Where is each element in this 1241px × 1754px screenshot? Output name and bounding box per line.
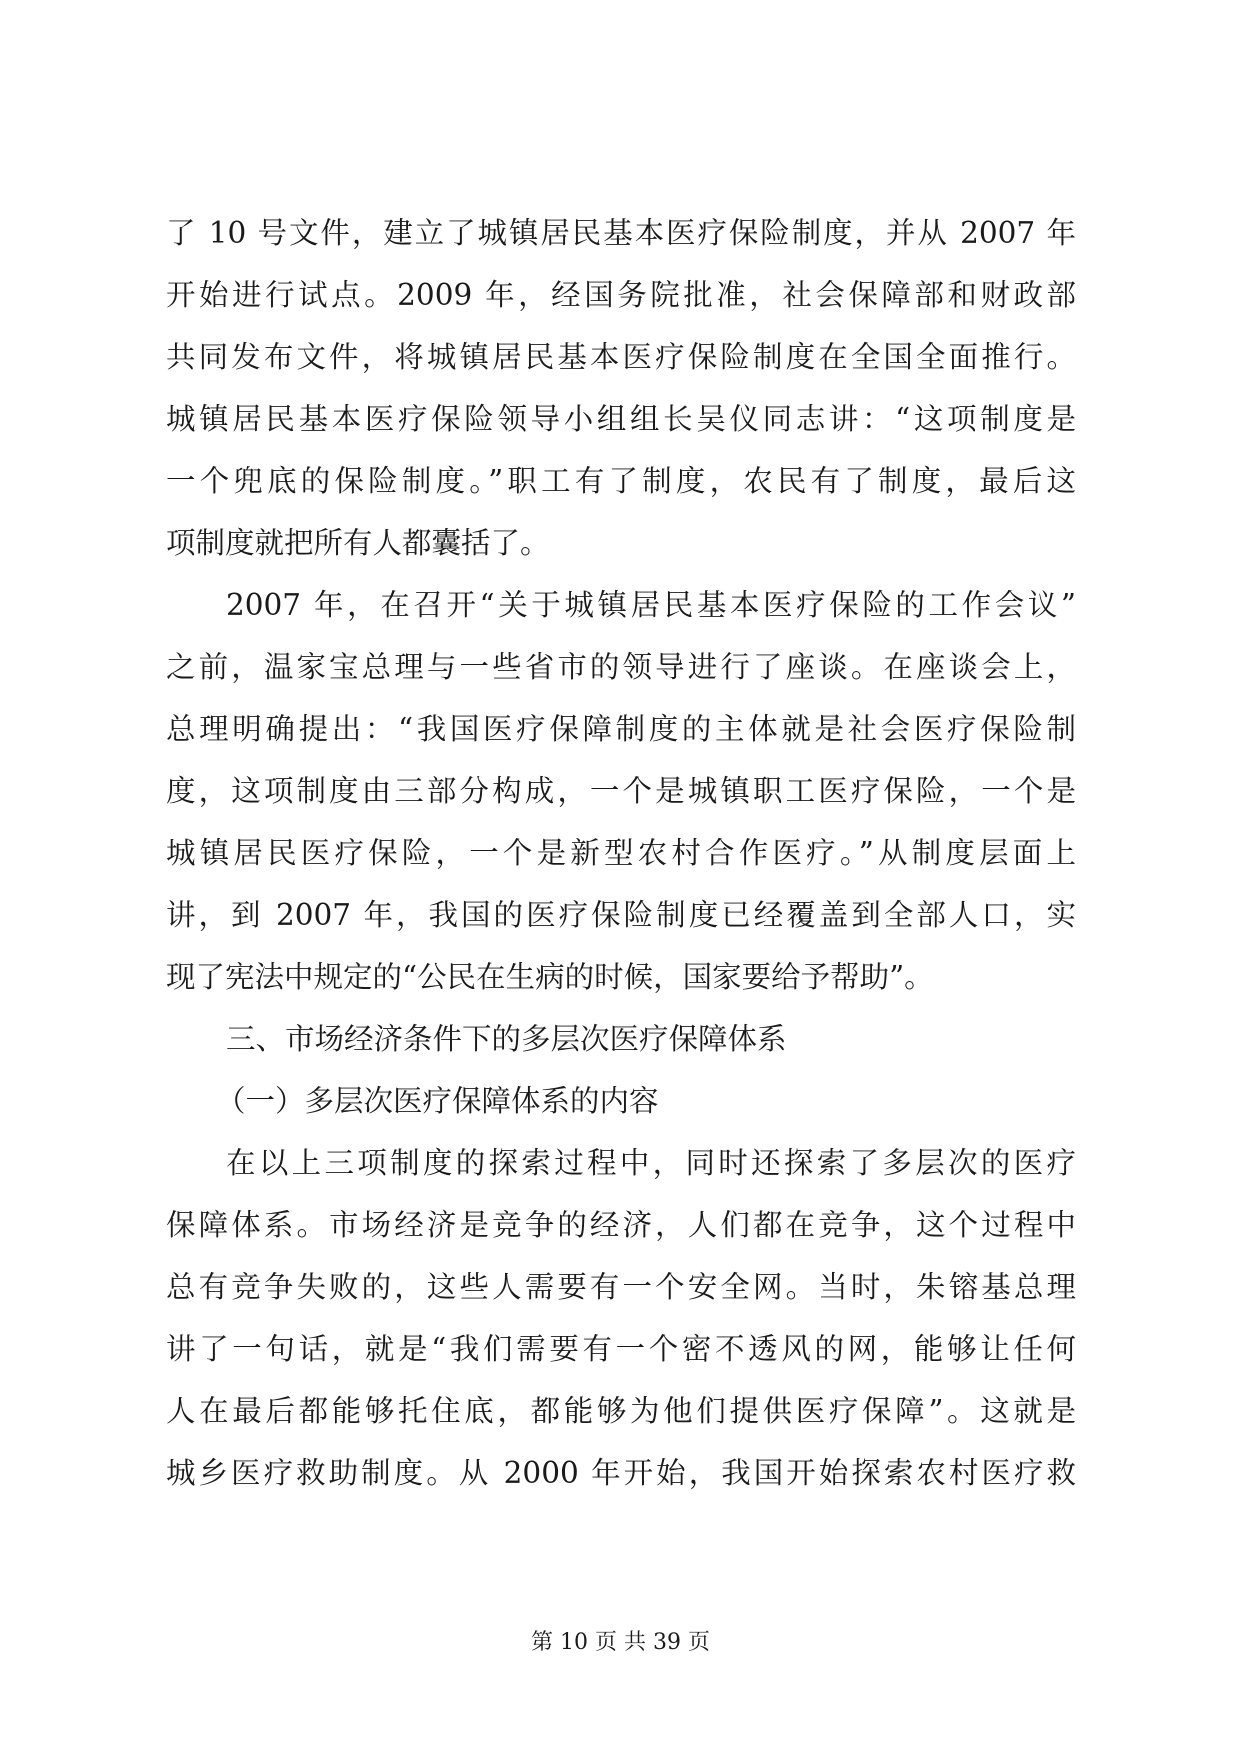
body-text-line: 人在最后都能够托住底，都能够为他们提供医疗保障”。这就是 — [166, 1394, 1076, 1428]
body-text-line: 开始进行试点。2009 年，经国务院批准，社会保障部和财政部 — [166, 278, 1076, 312]
body-text-line: 城乡医疗救助制度。从 2000 年开始，我国开始探索农村医疗救 — [166, 1456, 1076, 1490]
paragraph-first-line: 在以上三项制度的探索过程中，同时还探索了多层次的医疗 — [226, 1146, 1076, 1180]
body-text-line: 现了宪法中规定的“公民在生病的时候，国家要给予帮助”。 — [166, 960, 934, 994]
subsection-heading: （一）多层次医疗保障体系的内容 — [216, 1084, 659, 1118]
body-text-line: 项制度就把所有人都囊括了。 — [166, 526, 550, 560]
body-text-line: 之前，温家宝总理与一些省市的领导进行了座谈。在座谈会上， — [166, 650, 1076, 684]
page-number-footer: 第 10 页 共 39 页 — [531, 1630, 710, 1655]
body-text-line: 讲，到 2007 年，我国的医疗保险制度已经覆盖到全部人口，实 — [166, 898, 1076, 932]
body-text-line: 保障体系。市场经济是竞争的经济，人们都在竞争，这个过程中 — [166, 1208, 1076, 1242]
paragraph-first-line: 2007 年，在召开“关于城镇居民基本医疗保险的工作会议” — [226, 588, 1076, 622]
body-text-line: 讲了一句话，就是“我们需要有一个密不透风的网，能够让任何 — [166, 1332, 1076, 1366]
section-heading: 三、市场经济条件下的多层次医疗保障体系 — [226, 1022, 787, 1056]
body-text-line: 了 10 号文件，建立了城镇居民基本医疗保险制度，并从 2007 年 — [166, 216, 1076, 250]
body-text-line: 共同发布文件，将城镇居民基本医疗保险制度在全国全面推行。 — [166, 340, 1076, 374]
body-text-line: 总理明确提出：“我国医疗保障制度的主体就是社会医疗保险制 — [166, 712, 1076, 746]
body-text-line: 城镇居民基本医疗保险领导小组组长吴仪同志讲：“这项制度是 — [166, 402, 1076, 436]
body-text-line: 城镇居民医疗保险，一个是新型农村合作医疗。”从制度层面上 — [166, 836, 1076, 870]
body-text-line: 总有竞争失败的，这些人需要有一个安全网。当时，朱镕基总理 — [166, 1270, 1076, 1304]
body-text-line: 一个兜底的保险制度。”职工有了制度，农民有了制度，最后这 — [166, 464, 1076, 498]
body-text-line: 度，这项制度由三部分构成，一个是城镇职工医疗保险，一个是 — [166, 774, 1076, 808]
